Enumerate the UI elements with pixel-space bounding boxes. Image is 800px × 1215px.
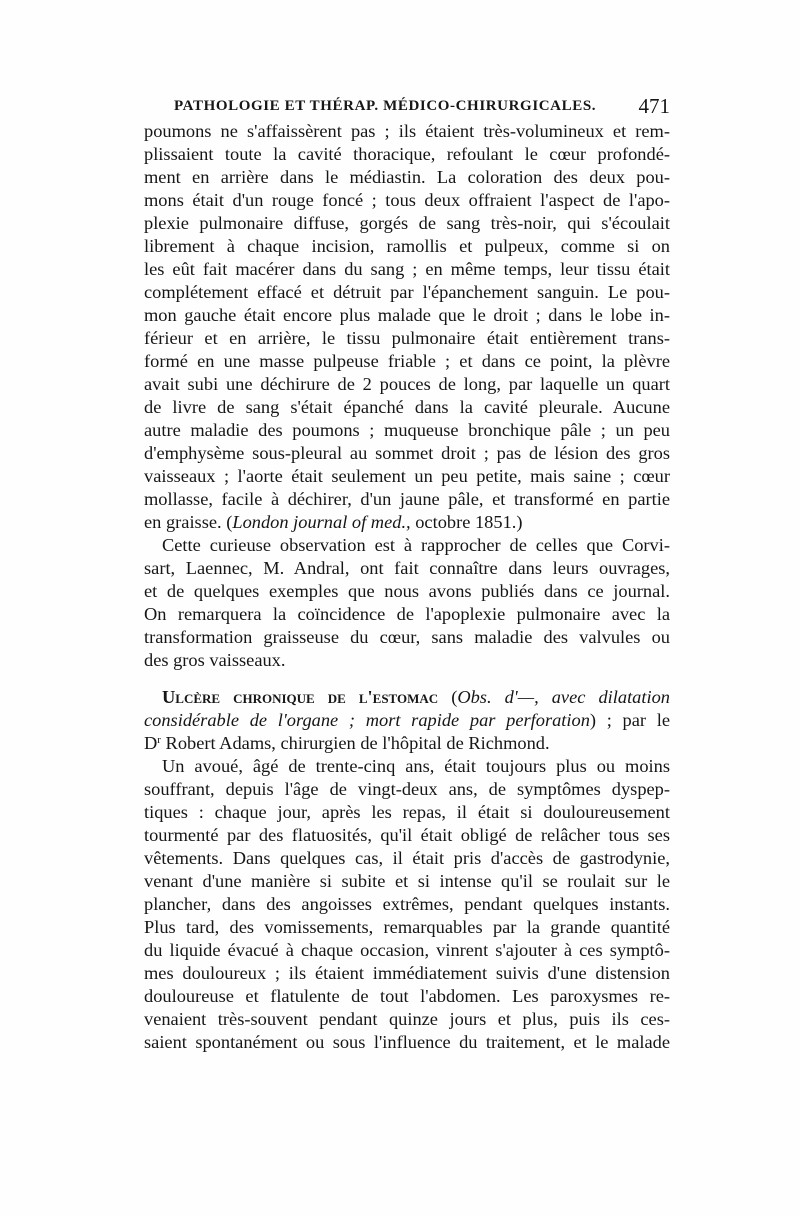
citation-prefix: en graisse. (	[144, 512, 233, 532]
text-line: vêtements. Dans quelques cas, il était pris d'accès de gastrodynie,	[144, 848, 670, 868]
article-author-line	[144, 732, 670, 755]
paren-open: (	[438, 687, 458, 707]
journal-title: London journal of med.,	[232, 512, 411, 532]
text-line: mollasse, facile à déchirer, d'un jaune pâle, et transformé en partie	[144, 489, 670, 509]
running-head: PATHOLOGIE ET THÉRAP. MÉDICO-CHIRURGICALES.	[174, 98, 597, 114]
text-line: plexie pulmonaire diffuse, gorgés de sang très-noir, qui s'écoulait	[144, 213, 670, 233]
text-line: souffrant, depuis l'âge de vingt-deux ans, de symptômes dyspep-	[144, 779, 670, 799]
page-header	[144, 94, 670, 120]
text-line: tourmenté par des flatuosités, qu'il était obligé de relâcher tous ses	[144, 825, 670, 845]
text-line: poumons ne s'affaissèrent pas ; ils étaient très-volumineux et rem-	[144, 121, 670, 141]
text-line: complétement effacé et détruit par l'épanchement sanguin. Le pou-	[144, 282, 670, 302]
text-line: les eût fait macérer dans du sang ; en même temps, leur tissu était	[144, 259, 670, 279]
text-line: férieur et en arrière, le tissu pulmonaire était entièrement trans-	[144, 328, 670, 348]
text-line: venaient très-souvent pendant quinze jours et plus, puis ils ces-	[144, 1009, 670, 1029]
paragraph-case	[144, 755, 670, 1054]
article-author: Robert Adams, chirurgien de l'hôpital de Richmond.	[160, 733, 550, 753]
text-line: transformation graisseuse du cœur, sans maladie des valvules ou	[144, 627, 670, 647]
paragraph-commentary	[144, 534, 670, 672]
text-line: mes douloureux ; ils étaient immédiatement suivis d'une distension	[144, 963, 670, 983]
article-title-line	[144, 686, 670, 709]
text-line: d'emphysème sous-pleural au sommet droit ; pas de lésion des gros	[144, 443, 670, 463]
text-line: mons était d'un rouge foncé ; tous deux offraient l'aspect de l'apo-	[144, 190, 670, 210]
citation-date: octobre 1851.)	[410, 512, 523, 532]
text-block	[144, 94, 670, 1054]
article-subtitle-cont: considérable de l'organe ; mort rapide par perforation	[144, 710, 590, 730]
text-line: vaisseaux ; l'aorte était seulement un peu petite, mais saine ; cœur	[144, 466, 670, 486]
text-line: formé en une masse pulpeuse friable ; et dans ce point, la plèvre	[144, 351, 670, 371]
text-line: sart, Laennec, M. Andral, ont fait connaître dans leurs ouvrages,	[144, 558, 670, 578]
text-line: plancher, dans des angoisses extrêmes, pendant quelques instants.	[144, 894, 670, 914]
page-number: 471	[638, 94, 670, 118]
text-line: mon gauche était encore plus malade que le droit ; dans le lobe in-	[144, 305, 670, 325]
text-line: Cette curieuse observation est à rapprocher de celles que Corvi-	[162, 535, 670, 555]
article-subtitle: Obs. d'—, avec dilatation	[457, 687, 670, 707]
article-title-line	[144, 709, 670, 732]
text-line-citation	[144, 511, 670, 534]
text-line: Un avoué, âgé de trente-cinq ans, était toujours plus ou moins	[162, 756, 670, 776]
doctor-abbrev: D	[144, 733, 158, 753]
article-title: Ulcère chronique de l'estomac	[162, 687, 439, 707]
text-line: tiques : chaque jour, après les repas, il était si douloureusement	[144, 802, 670, 822]
text-line: douloureuse et flatulente de tout l'abdomen. Les paroxysmes re-	[144, 986, 670, 1006]
section-gap	[144, 672, 670, 686]
text-line: de livre de sang s'était épanché dans la cavité pleurale. Aucune	[144, 397, 670, 417]
text-line: Plus tard, des vomissements, remarquables par la grande quantité	[144, 917, 670, 937]
text-line: plissaient toute la cavité thoracique, refoulant le cœur profondé-	[144, 144, 670, 164]
text-line: On remarquera la coïncidence de l'apoplexie pulmonaire avec la	[144, 604, 670, 624]
text-line: librement à chaque incision, ramollis et pulpeux, comme si on	[144, 236, 670, 256]
paragraph-autopsy	[144, 120, 670, 534]
text-line: autre maladie des poumons ; muqueuse bronchique pâle ; un peu	[144, 420, 670, 440]
text-line: des gros vaisseaux.	[144, 650, 286, 670]
text-line: saient spontanément ou sous l'influence du traitement, et le malade	[144, 1032, 670, 1052]
doctor-abbrev-sup: r	[157, 734, 161, 746]
article-author-prefix: ) ; par le	[589, 710, 671, 730]
text-line: ment en arrière dans le médiastin. La coloration des deux pou-	[144, 167, 670, 187]
text-line: du liquide évacué à chaque occasion, vinrent s'ajouter à ces symptô-	[144, 940, 670, 960]
text-line: avait subi une déchirure de 2 pouces de long, par laquelle un quart	[144, 374, 670, 394]
text-line: et de quelques exemples que nous avons publiés dans ce journal.	[144, 581, 670, 601]
article-heading	[144, 686, 670, 755]
text-line: venant d'une manière si subite et si intense qu'il se roulait sur le	[144, 871, 670, 891]
